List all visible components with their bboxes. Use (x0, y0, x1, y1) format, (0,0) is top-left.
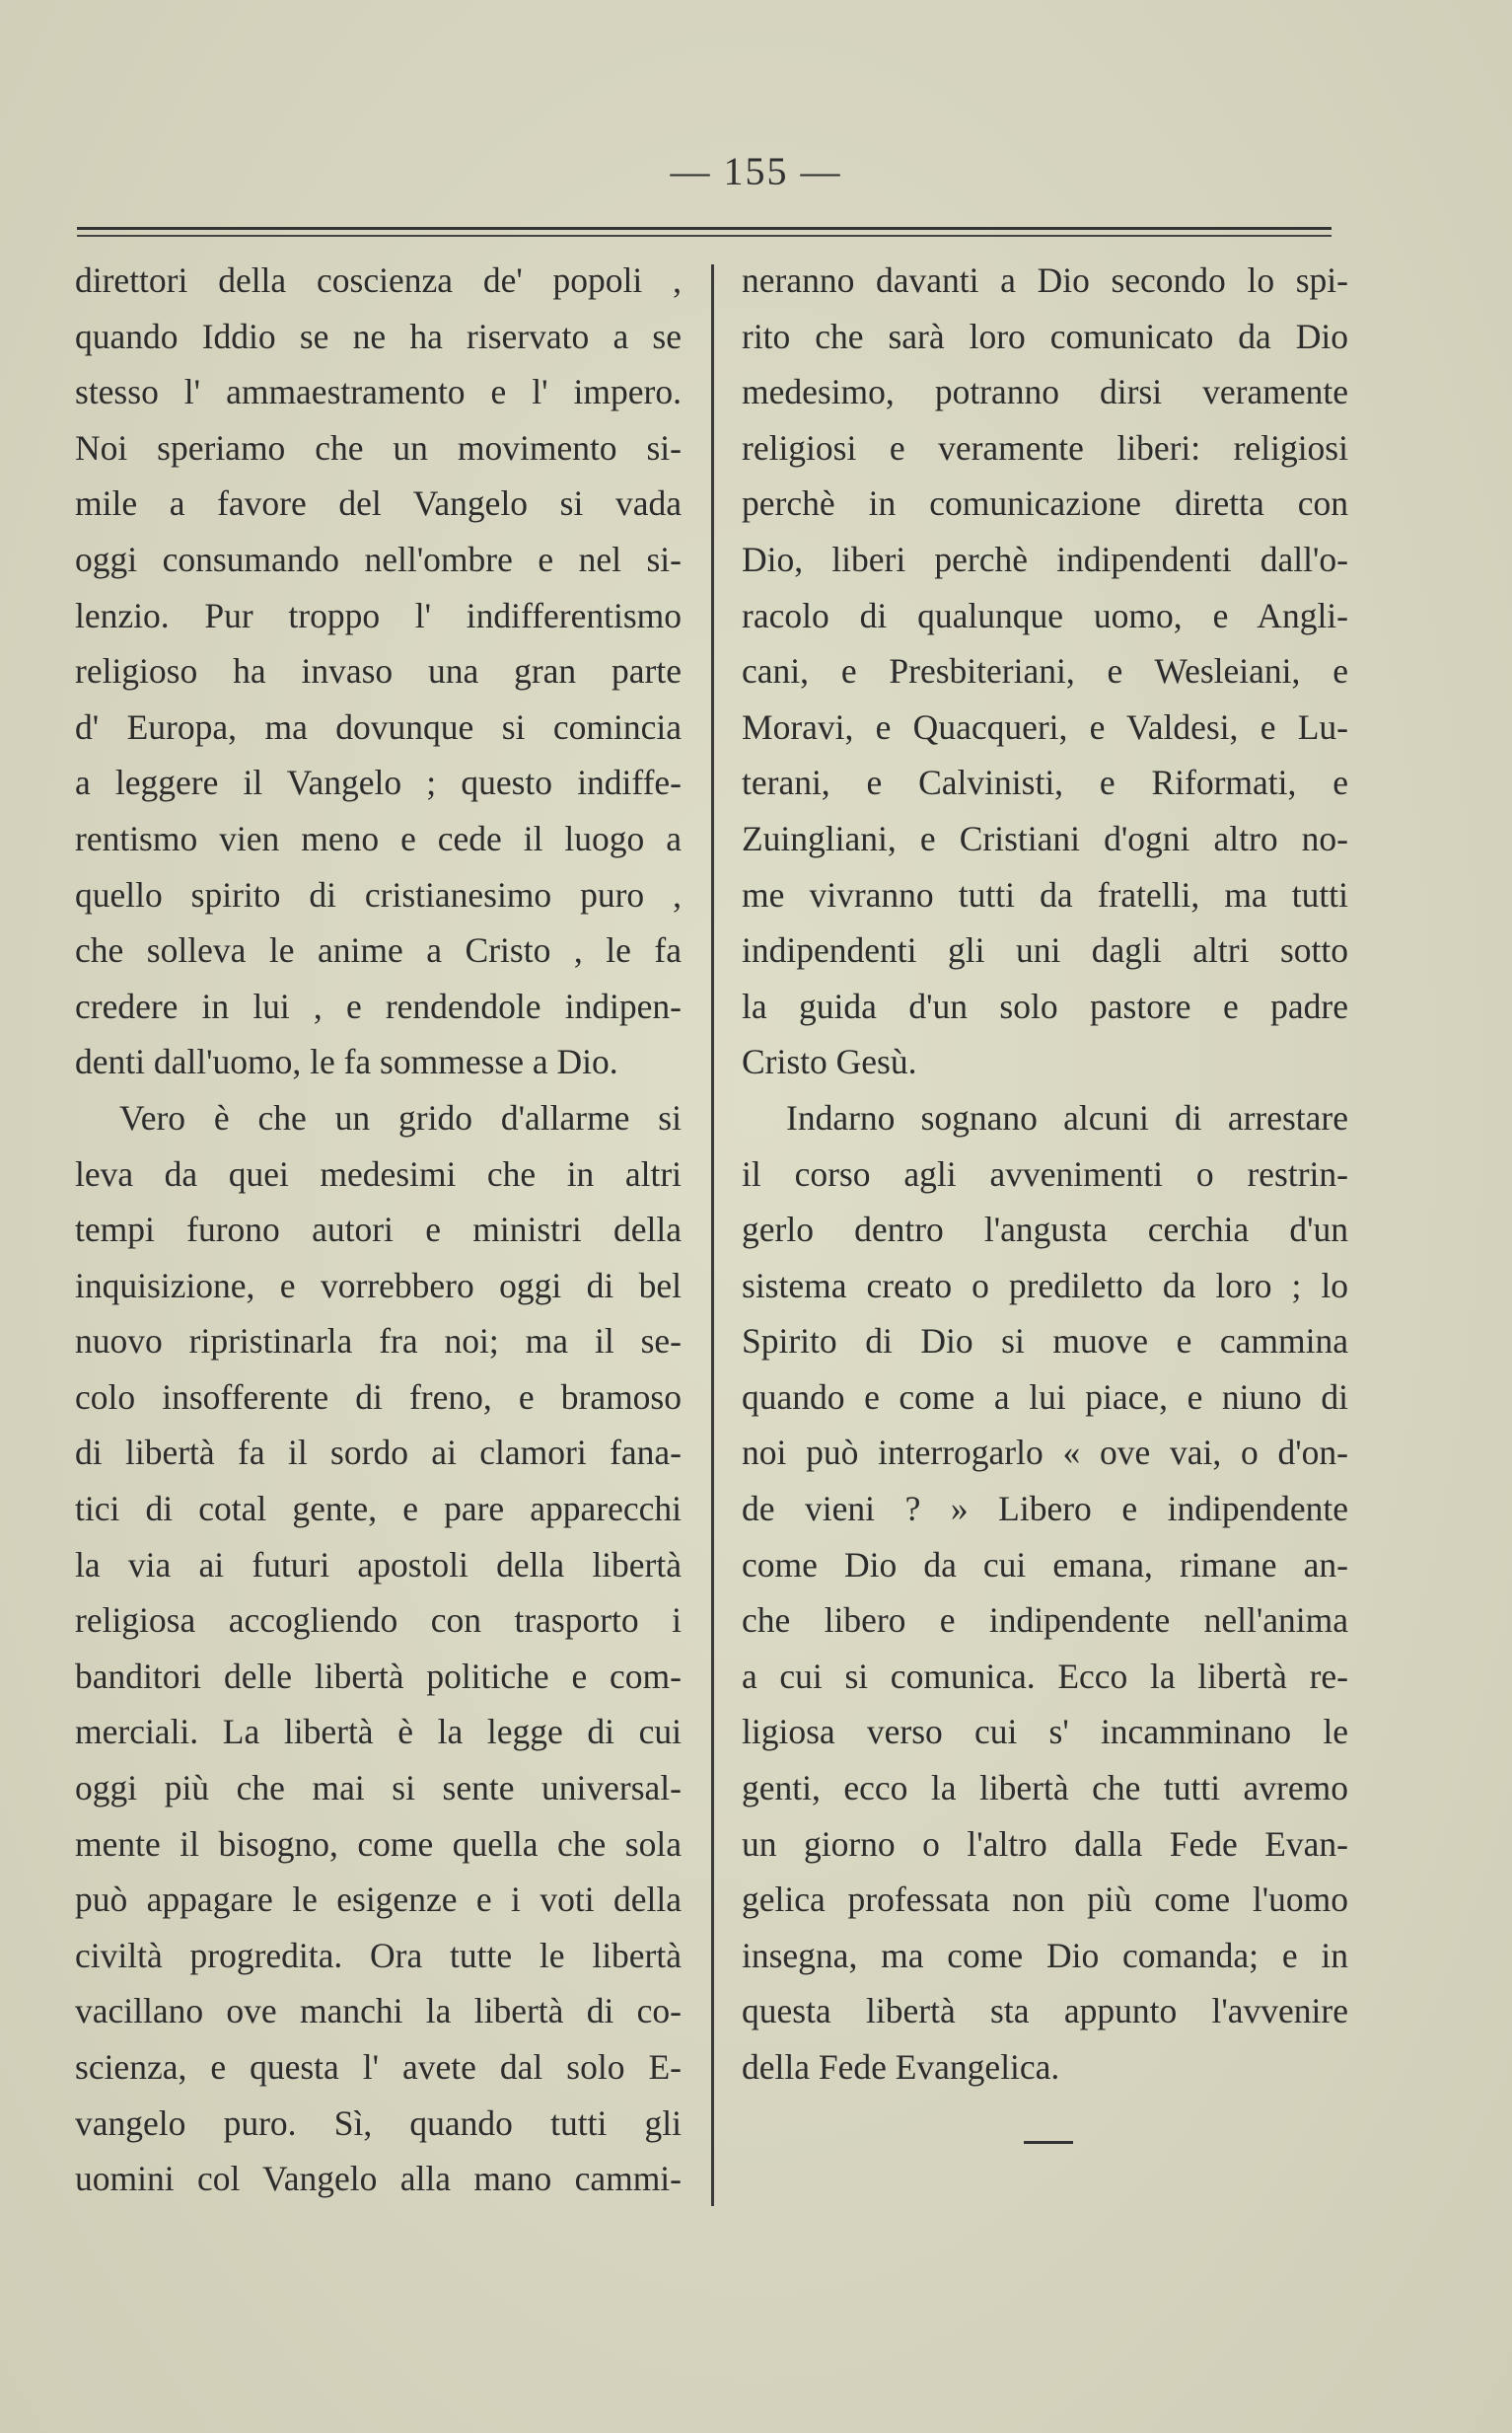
text-line: denti dall'uomo, le fa sommesse a Dio. (75, 1042, 618, 1082)
text-line: racolo di qualunque uomo, e Angli- (742, 595, 1348, 635)
left-column (75, 253, 682, 2207)
text-line: banditori delle libertà politiche e com- (75, 1656, 682, 1696)
text-line: a leggere il Vangelo ; questo indiffe- (75, 763, 682, 803)
text-line: vacillano ove manchi la libertà di co- (75, 1991, 682, 2031)
paragraph-continued (75, 253, 682, 1090)
text-line: Cristo Gesù. (742, 1042, 917, 1082)
text-line: medesimo, potranno dirsi veramente (742, 372, 1348, 412)
text-line: Noi speriamo che un movimento si- (75, 427, 682, 468)
text-line: oggi consumando nell'ombre e nel si- (75, 539, 682, 579)
text-line: gerlo dentro l'angusta cerchia d'un (742, 1210, 1348, 1250)
text-line: che libero e indipendente nell'anima (742, 1600, 1348, 1641)
text-line: Dio, liberi perchè indipendenti dall'o- (742, 539, 1348, 579)
text-line: questa libertà sta appunto l'avvenire (742, 1991, 1348, 2031)
text-line: quello spirito di cristianesimo puro , (75, 874, 682, 915)
text-line: quando Iddio se ne ha riservato a se (75, 316, 682, 356)
paragraph (75, 1090, 682, 2207)
text-line: Moravi, e Quacqueri, e Valdesi, e Lu- (742, 706, 1348, 747)
text-line: noi può interrogarlo « ove vai, o d'on- (742, 1433, 1348, 1473)
text-line: Indarno sognano alcuni di arrestare (786, 1097, 1348, 1138)
text-line: neranno davanti a Dio secondo lo spi- (742, 260, 1348, 300)
text-line: vangelo puro. Sì, quando tutti gli (75, 2102, 682, 2143)
end-rule (1024, 2141, 1073, 2144)
column-divider (711, 264, 714, 2206)
header-rule (77, 227, 1332, 237)
text-line: inquisizione, e vorrebbero oggi di bel (75, 1265, 682, 1305)
text-line: colo insofferente di freno, e bramoso (75, 1376, 682, 1417)
text-line: insegna, ma come Dio comanda; e in (742, 1935, 1348, 1975)
text-line: sistema creato o prediletto da loro ; lo (742, 1265, 1348, 1305)
text-line: un giorno o l'altro dalla Fede Evan- (742, 1823, 1348, 1864)
text-line: leva da quei medesimi che in altri (75, 1153, 682, 1194)
text-line: religiosa accogliendo con trasporto i (75, 1600, 682, 1641)
text-line: civiltà progredita. Ora tutte le libertà (75, 1935, 682, 1975)
text-line: la guida d'un solo pastore e padre (742, 986, 1348, 1026)
paragraph-continued (742, 253, 1348, 1090)
page-number: — 155 — (670, 149, 842, 193)
text-line: terani, e Calvinisti, e Riformati, e (742, 763, 1348, 803)
text-line: mente il bisogno, come quella che sola (75, 1823, 682, 1864)
text-line: a cui si comunica. Ecco la libertà re- (742, 1656, 1348, 1696)
text-line: che solleva le anime a Cristo , le fa (75, 930, 682, 971)
text-line: quando e come a lui piace, e niuno di (742, 1376, 1348, 1417)
text-line: me vivranno tutti da fratelli, ma tutti (742, 874, 1348, 915)
text-line: uomini col Vangelo alla mano cammi- (75, 2159, 682, 2199)
text-line: gelica professata non più come l'uomo (742, 1880, 1348, 1920)
text-line: rito che sarà loro comunicato da Dio (742, 316, 1348, 356)
text-line: nuovo ripristinarla fra noi; ma il se- (75, 1321, 682, 1362)
text-line: scienza, e questa l' avete dal solo E- (75, 2047, 682, 2087)
text-line: genti, ecco la libertà che tutti avremo (742, 1768, 1348, 1808)
text-line: Zuingliani, e Cristiani d'ogni altro no- (742, 818, 1348, 858)
text-line: lenzio. Pur troppo l' indifferentismo (75, 595, 682, 635)
text-line: oggi più che mai si sente universal- (75, 1768, 682, 1808)
text-line: d' Europa, ma dovunque si comincia (75, 706, 682, 747)
text-line: come Dio da cui emana, rimane an- (742, 1544, 1348, 1585)
text-line: tempi furono autori e ministri della (75, 1210, 682, 1250)
text-line: Vero è che un grido d'allarme si (119, 1097, 682, 1138)
text-line: rentismo vien meno e cede il luogo a (75, 818, 682, 858)
text-line: stesso l' ammaestramento e l' impero. (75, 372, 682, 412)
text-line: indipendenti gli uni dagli altri sotto (742, 930, 1348, 971)
paragraph (742, 1090, 1348, 2096)
text-line: perchè in comunicazione diretta con (742, 483, 1348, 524)
text-line: può appagare le esigenze e i voti della (75, 1880, 682, 1920)
text-line: merciali. La libertà è la legge di cui (75, 1712, 682, 1752)
text-line: direttori della coscienza de' popoli , (75, 260, 682, 300)
text-line: mile a favore del Vangelo si vada (75, 483, 682, 524)
text-line: credere in lui , e rendendole indipen- (75, 986, 682, 1026)
text-line: Spirito di Dio si muove e cammina (742, 1321, 1348, 1362)
text-line: il corso agli avvenimenti o restrin- (742, 1153, 1348, 1194)
text-line: tici di cotal gente, e pare apparecchi (75, 1489, 682, 1529)
right-column (742, 253, 1348, 2096)
text-line: di libertà fa il sordo ai clamori fana- (75, 1433, 682, 1473)
text-line: de vieni ? » Libero e indipendente (742, 1489, 1348, 1529)
text-line: cani, e Presbiteriani, e Wesleiani, e (742, 651, 1348, 692)
text-line: religioso ha invaso una gran parte (75, 651, 682, 692)
text-line: la via ai futuri apostoli della libertà (75, 1544, 682, 1585)
text-line: ligiosa verso cui s' incamminano le (742, 1712, 1348, 1752)
text-line: religiosi e veramente liberi: religiosi (742, 427, 1348, 468)
text-line: della Fede Evangelica. (742, 2047, 1060, 2087)
